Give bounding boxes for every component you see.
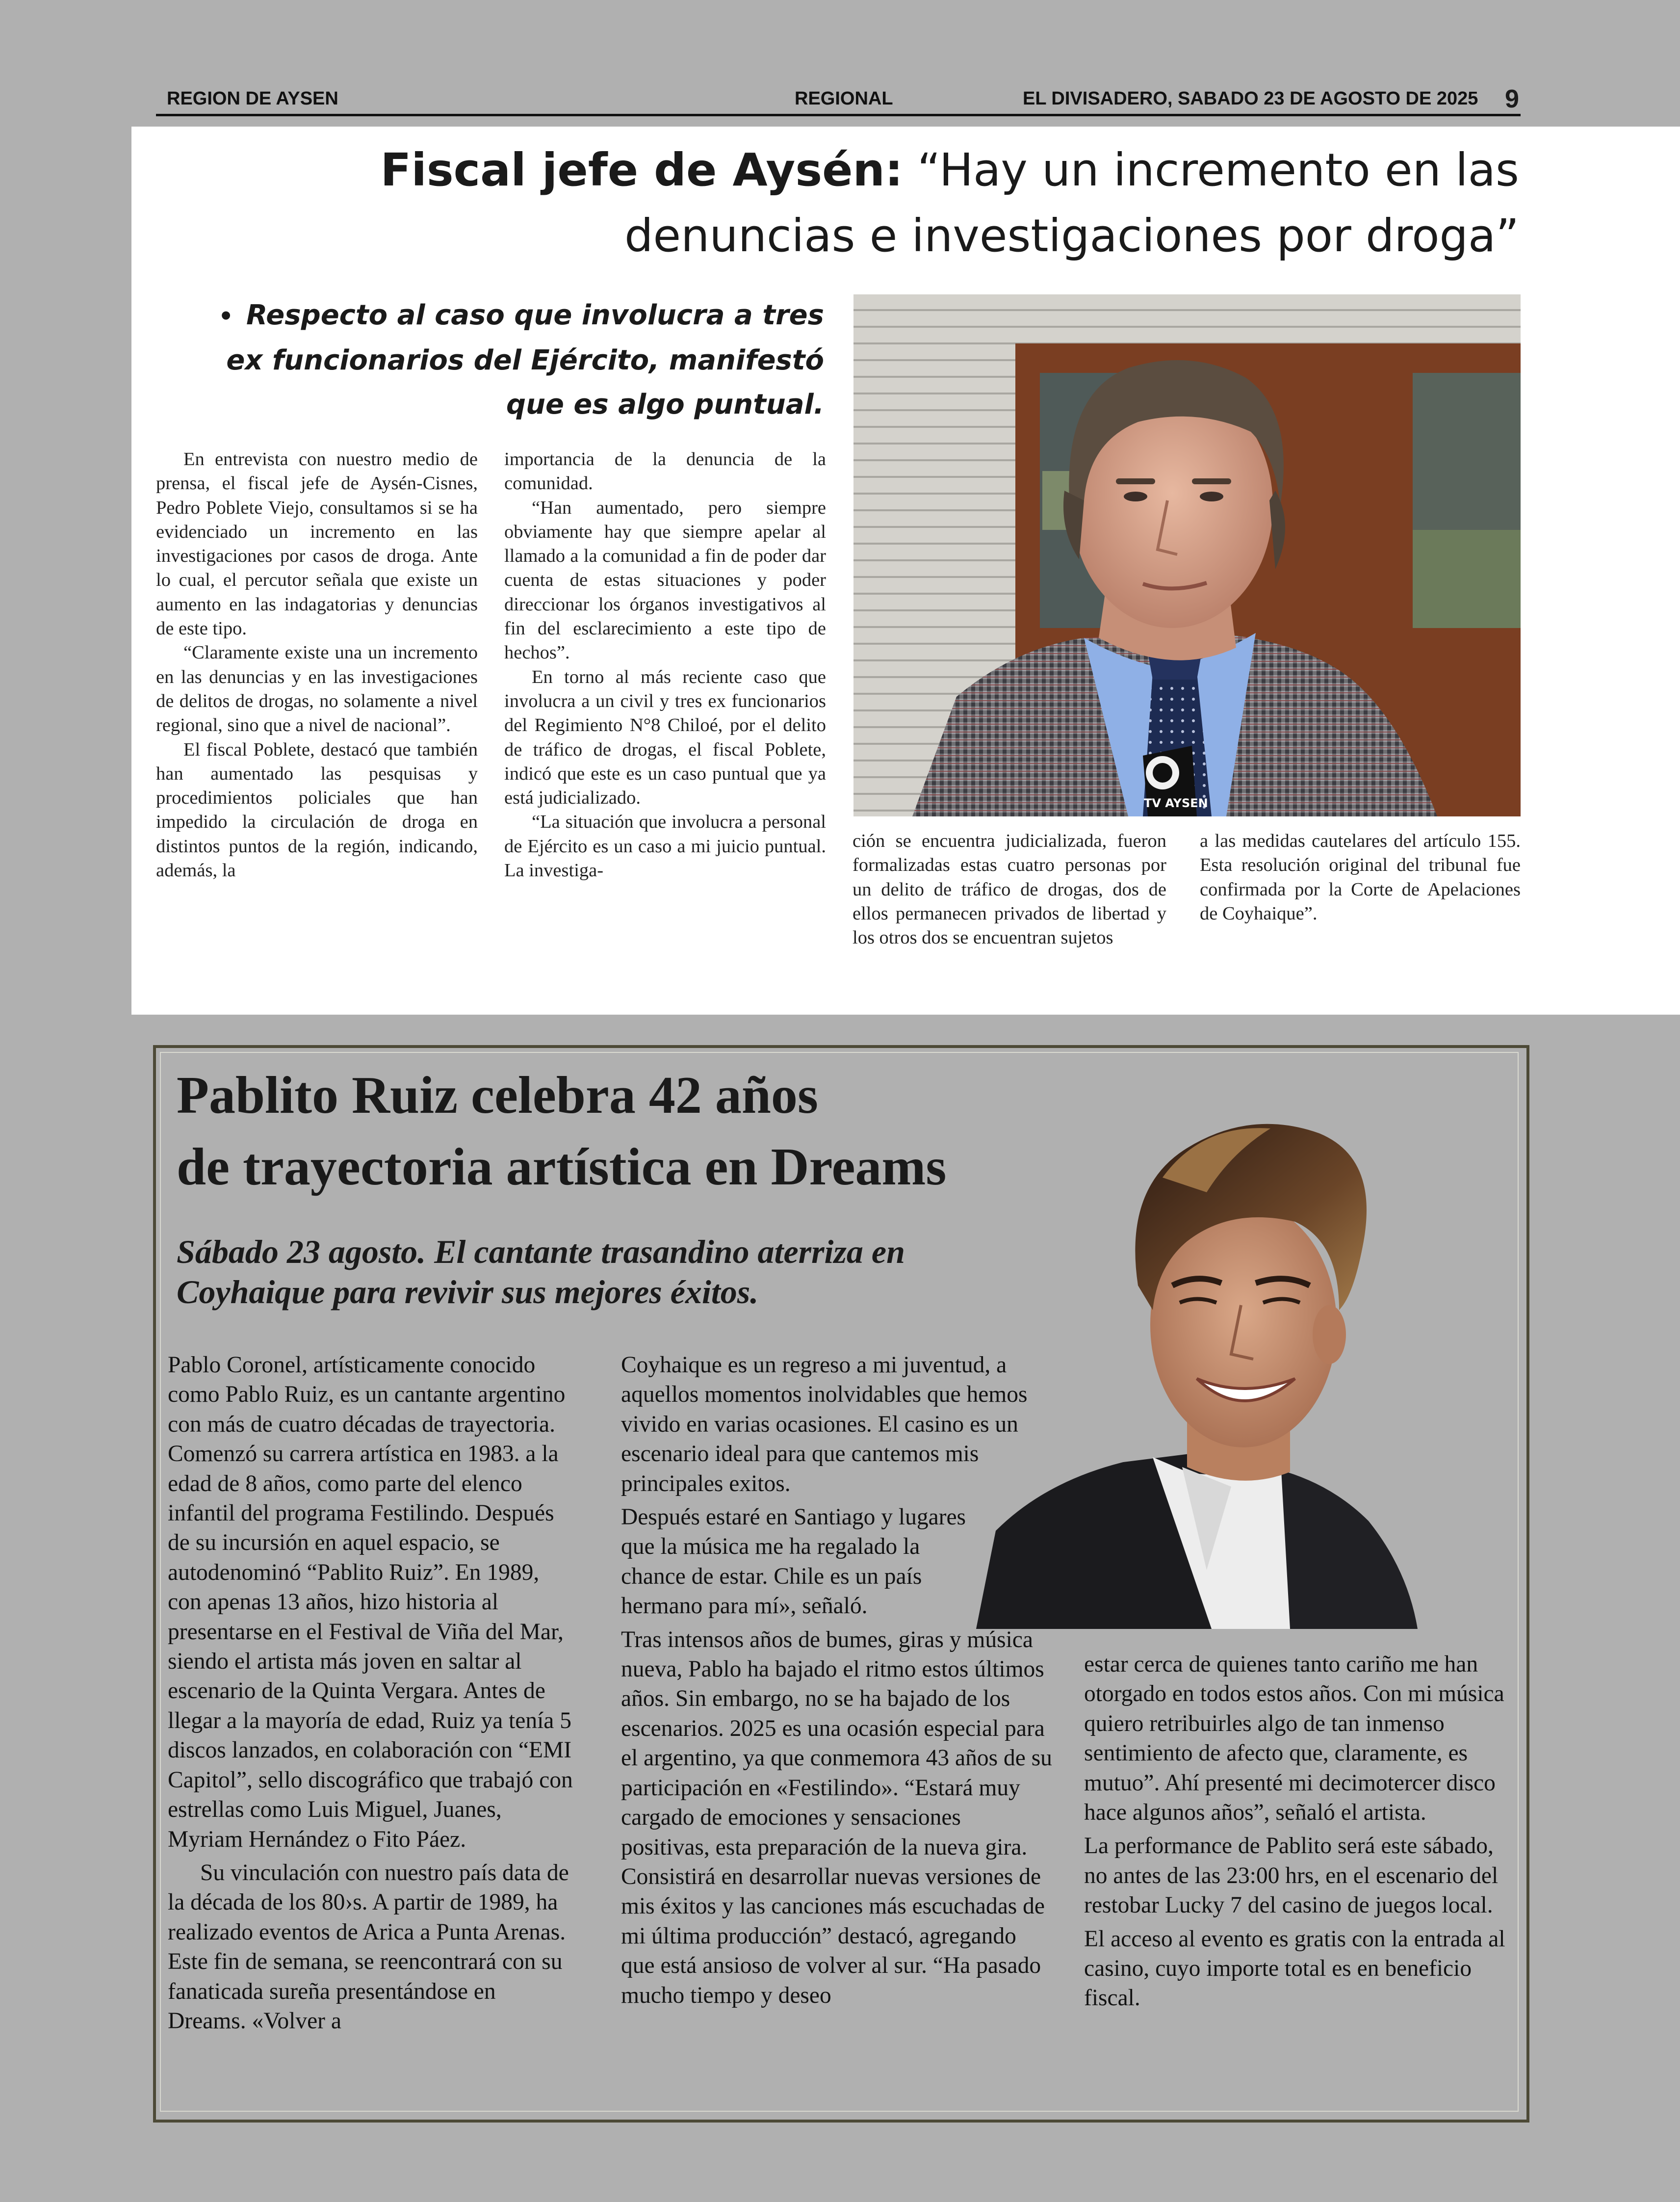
paragraph: En torno al más reciente caso que involucra a un civil y tres ex funcionarios del Regimiento N°8 Chiloé, por el delito de tráfico de drogas, el fiscal Poblete, indicó que este es un caso puntual que ya está judicializado. xyxy=(504,666,826,809)
article-fiscal-column-2 xyxy=(504,447,826,883)
paragraph: a las medidas cautelares del artículo 155. Esta resolución original del tribunal fue confirmada por la Corte de Apelaciones de Coyhaique”. xyxy=(1200,831,1521,924)
paragraph: estar cerca de quienes tanto cariño me han otorgado en todos estos años. Con mi música quiero retribuirles algo de tan inmenso sentimiento de afecto que, claramente, es mutuo”. Ahí presenté mi decimotercer disco hace algunos años”, señaló el artista. xyxy=(1084,1652,1504,1826)
dek-line-1: Sábado 23 agosto. El cantante trasandino aterriza en xyxy=(177,1233,905,1270)
headline-line-1: Pablito Ruiz celebra 42 años xyxy=(177,1066,818,1125)
paragraph: La performance de Pablito será este sábado, no antes de las 23:00 hrs, en el escenario del restobar Lucky 7 del casino de juegos local. xyxy=(1084,1833,1499,1918)
headline-line-2: de trayectoria artística en Dreams xyxy=(177,1138,947,1196)
paragraph: importancia de la denuncia de la comunidad. xyxy=(504,449,826,494)
prosecutor-photo xyxy=(853,294,1521,816)
paragraph: Tras intensos años de bumes, giras y música nueva, Pablo ha bajado el ritmo estos últimos años. Sin embargo, no se ha bajado de los escenarios. 2025 es una ocasión especial para el argentino, ya que conmemora 43 años de su participación en «Festilindo». “Estará muy cargado de emociones y sensaciones positivas, esta preparación de la nueva gira. Consistirá en desarrollar nuevas versiones de mis éxitos y las canciones más escuchadas de mi última producción” destacó, agregando que está ansioso de volver al sur. “Ha pasado mucho tiempo y deseo xyxy=(621,1626,1052,2008)
header-rule xyxy=(156,114,1521,116)
article-fiscal-column-4 xyxy=(1200,829,1521,926)
paragraph: Pablo Coronel, artísticamente conocido como Pablo Ruiz, es un cantante argentino con más de cuatro décadas de trayectoria. Comenzó su carrera artística en 1983. a la edad de 8 años, como parte del elenco infantil del programa Festilindo. Después de su incursión en aquel espacio, se autodenominó “Pablito Ruiz”. En 1989, con apenas 13 años, hizo historia al presentarse en el Festival de Viña del Mar, siendo el artista más joven en saltar al escenario de la Quinta Vergara. Antes de llegar a la mayoría de edad, Ruiz ya tenía 5 discos lanzados, en colaboración con “EMI Capitol”, sello discográfico que trabajó con estrellas como Luis Miguel, Juanes, Myriam Hernández o Fito Páez. xyxy=(168,1352,573,1852)
article-fiscal-dek xyxy=(177,293,824,427)
paragraph: El acceso al evento es gratis con la entrada al casino, cuyo importe total es en beneficio fiscal. xyxy=(1084,1926,1505,2011)
headline-part-2: denuncias e investigaciones por droga” xyxy=(624,210,1519,262)
headline-part-1: “Hay un incremento en las xyxy=(903,144,1519,196)
singer-photo xyxy=(976,1079,1489,1629)
dek-line-2: Coyhaique para revivir sus mejores éxitos. xyxy=(177,1273,759,1311)
paragraph: ción se encuentra judicializada, fueron formalizadas estas cuatro personas por un delito de tráfico de drogas, dos de ellos permanecen privados de libertad y los otros dos se encuentran sujetos xyxy=(853,831,1166,948)
prosecutor-photo-illustration xyxy=(853,294,1521,816)
dek-bullet: • xyxy=(218,303,233,330)
paragraph: En entrevista con nuestro medio de prensa, el fiscal jefe de Aysén-Cisnes, Pedro Poblete Viejo, consultamos si se ha evidenciado un incremento en las investigaciones por casos de droga. Ante lo cual, el percutor señala que existe un aumento en las indagatorias y denuncias de este tipo. xyxy=(156,449,478,639)
paragraph: “La situación que involucra a personal de Ejército es un caso a mi juicio puntual. La investiga- xyxy=(504,812,826,881)
paragraph: “Claramente existe una un incremento en las denuncias y en las investigaciones de delitos de drogas, no solamente a nivel regional, sino que a nivel de nacional”. xyxy=(156,642,478,736)
paragraph: “Han aumentado, pero siempre obviamente hay que siempre apelar al llamado a la comunidad a fin de poder dar cuenta de estas situaciones y poder direccionar los órganos investigativos al fin del esclarecimiento a este tipo de hechos”. xyxy=(504,497,826,663)
tv-logo-text: TV AYSEN xyxy=(1144,796,1208,810)
dek-text: Respecto al caso que involucra a tres ex funcionarios del Ejército, manifestó que es algo puntual. xyxy=(226,299,824,420)
article-pablito-column-1 xyxy=(168,1350,575,2040)
paragraph: El fiscal Poblete, destacó que también han aumentado las pesquisas y procedimientos policiales que han impedido la circulación de droga en distintos puntos de la región, indicando, además, la xyxy=(156,739,478,881)
article-pablito-dek xyxy=(177,1232,1109,1312)
page-number: 9 xyxy=(1505,85,1519,113)
singer-photo-illustration xyxy=(976,1079,1489,1629)
article-fiscal-column-1 xyxy=(156,447,478,883)
article-fiscal-column-3 xyxy=(853,829,1166,950)
paragraph: Su vinculación con nuestro país data de la década de los 80›s. A partir de 1989, ha realizado eventos de Arica a Punta Arenas. Este fin de semana, se reencontrará con su fanaticada sureña presentándose en Dreams. «Volver a xyxy=(168,1860,569,2034)
section-label-center: REGIONAL xyxy=(795,88,893,109)
paragraph: Después estaré en Santiago y lugares que la música me ha regalado la chance de estar. Chile es un país hermano para mí», señaló. xyxy=(621,1504,966,1619)
article-pablito-column-3 xyxy=(1084,1650,1516,2017)
publication-date: EL DIVISADERO, SABADO 23 DE AGOSTO DE 2025 xyxy=(1023,88,1478,109)
section-label-left: REGION DE AYSEN xyxy=(167,88,338,109)
article-fiscal-headline xyxy=(293,137,1519,269)
article-pablito-column-2 xyxy=(621,1350,1053,2014)
headline-bold-part: Fiscal jefe de Aysén: xyxy=(380,144,903,196)
paragraph: Coyhaique es un regreso a mi juventud, a aquellos momentos inolvidables que hemos vivido en varias ocasiones. El casino es un escenario ideal para que cantemos mis principales exitos. xyxy=(621,1352,1028,1496)
